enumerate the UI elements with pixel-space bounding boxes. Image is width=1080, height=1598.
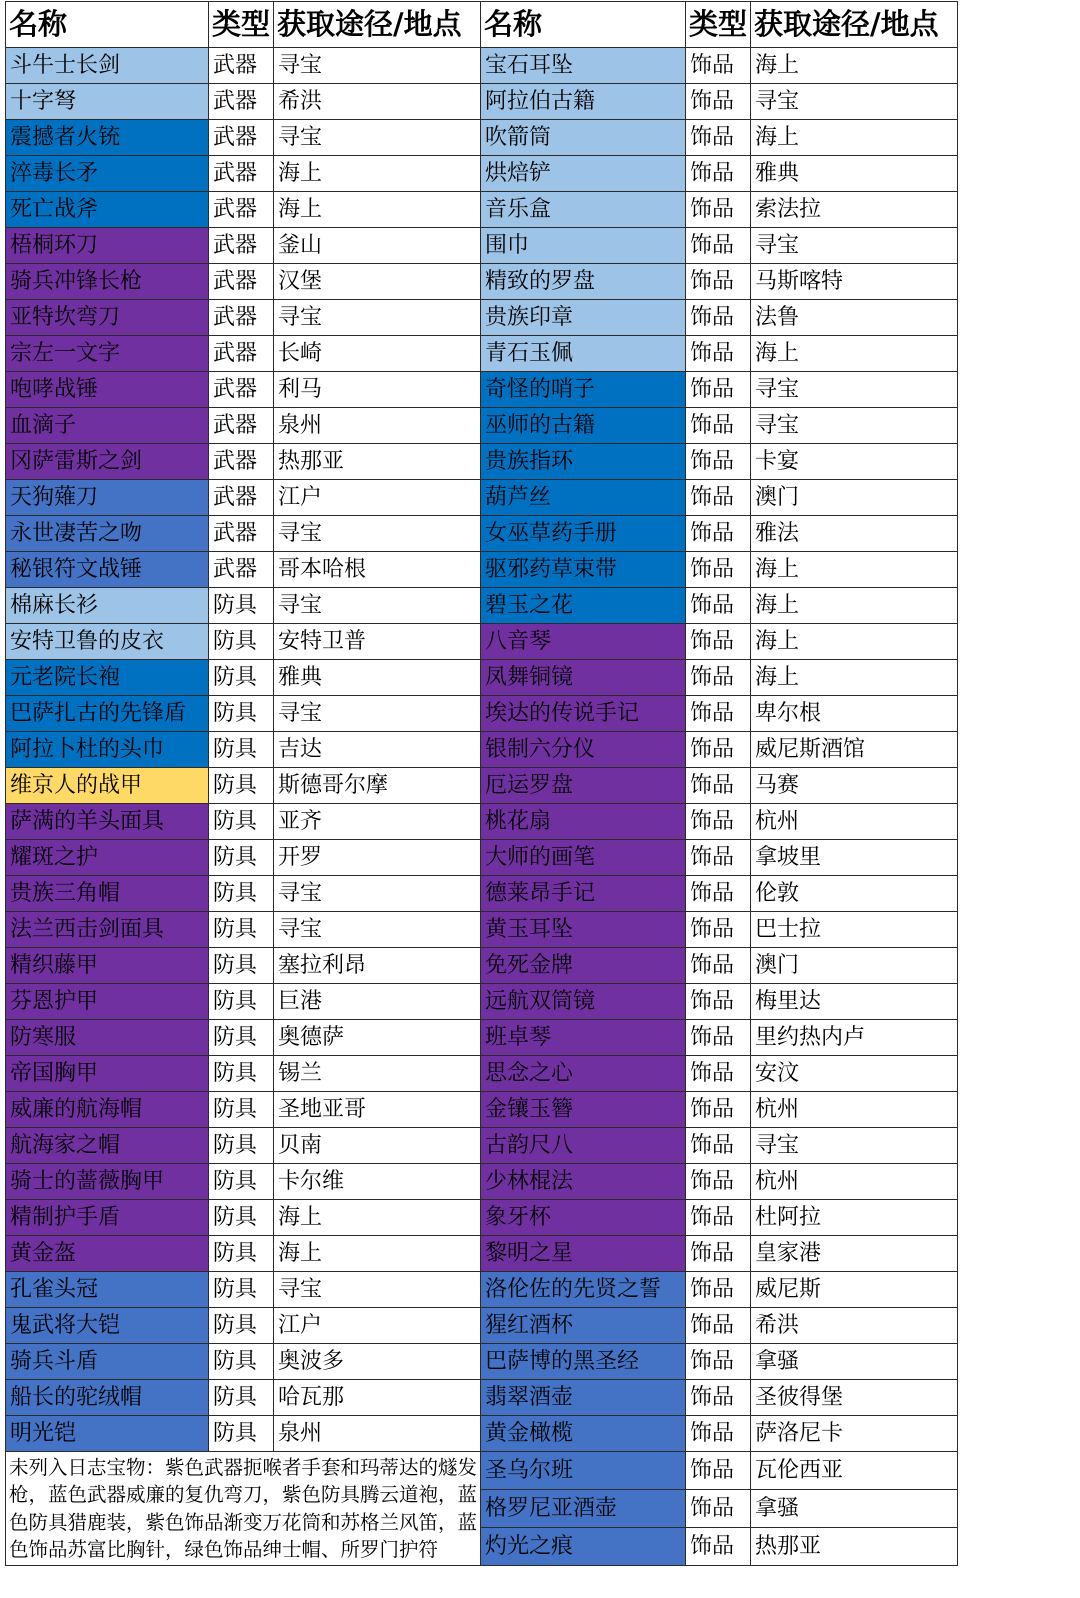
item-name-cell: 德莱昂手记 bbox=[481, 876, 686, 912]
table-row bbox=[6, 1056, 958, 1092]
item-type-cell: 饰品 bbox=[686, 300, 751, 336]
item-source-cell: 斯德哥尔摩 bbox=[274, 768, 481, 804]
item-name-cell: 古韵尺八 bbox=[481, 1128, 686, 1164]
table-row bbox=[6, 516, 958, 552]
item-source-cell: 索法拉 bbox=[751, 192, 958, 228]
item-source-cell: 威尼斯酒馆 bbox=[751, 732, 958, 768]
item-name-cell: 梧桐环刀 bbox=[6, 228, 209, 264]
item-source-cell: 开罗 bbox=[274, 840, 481, 876]
item-type-cell: 饰品 bbox=[686, 804, 751, 840]
item-source-cell: 海上 bbox=[274, 1200, 481, 1236]
item-name-cell: 黎明之星 bbox=[481, 1236, 686, 1272]
item-source-cell: 亚齐 bbox=[274, 804, 481, 840]
item-type-cell: 饰品 bbox=[686, 1236, 751, 1272]
item-type-cell: 武器 bbox=[209, 84, 274, 120]
item-source-cell: 萨洛尼卡 bbox=[751, 1416, 958, 1452]
item-name-cell: 骑士的蔷薇胸甲 bbox=[6, 1164, 209, 1200]
item-name-cell: 巴萨博的黑圣经 bbox=[481, 1344, 686, 1380]
item-name-cell: 巫师的古籍 bbox=[481, 408, 686, 444]
item-source-cell: 海上 bbox=[751, 336, 958, 372]
table-row bbox=[6, 984, 958, 1020]
item-name-cell: 葫芦丝 bbox=[481, 480, 686, 516]
table-row bbox=[6, 1272, 958, 1308]
item-type-cell: 防具 bbox=[209, 1416, 274, 1452]
item-name-cell: 萨满的羊头面具 bbox=[6, 804, 209, 840]
item-type-cell: 防具 bbox=[209, 876, 274, 912]
item-source-cell: 梅里达 bbox=[751, 984, 958, 1020]
item-source-cell: 汉堡 bbox=[274, 264, 481, 300]
item-name-cell: 黄玉耳坠 bbox=[481, 912, 686, 948]
item-name-cell: 棉麻长衫 bbox=[6, 588, 209, 624]
table-row bbox=[6, 660, 958, 696]
item-source-cell: 哥本哈根 bbox=[274, 552, 481, 588]
item-source-cell: 杭州 bbox=[751, 1092, 958, 1128]
item-type-cell: 防具 bbox=[209, 1272, 274, 1308]
item-type-cell: 防具 bbox=[209, 1308, 274, 1344]
item-name-cell: 免死金牌 bbox=[481, 948, 686, 984]
item-source-cell: 寻宝 bbox=[751, 228, 958, 264]
item-type-cell: 防具 bbox=[209, 1128, 274, 1164]
table-row bbox=[6, 948, 958, 984]
item-source-cell: 皇家港 bbox=[751, 1236, 958, 1272]
item-source-cell: 安特卫普 bbox=[274, 624, 481, 660]
header-type: 类型 bbox=[209, 2, 274, 48]
item-source-cell: 寻宝 bbox=[274, 696, 481, 732]
item-type-cell: 武器 bbox=[209, 552, 274, 588]
item-source-cell: 法鲁 bbox=[751, 300, 958, 336]
item-type-cell: 饰品 bbox=[686, 732, 751, 768]
item-type-cell: 饰品 bbox=[686, 1416, 751, 1452]
item-name-cell: 精制护手盾 bbox=[6, 1200, 209, 1236]
table-row bbox=[6, 1164, 958, 1200]
item-type-cell: 饰品 bbox=[686, 876, 751, 912]
item-name-cell: 音乐盒 bbox=[481, 192, 686, 228]
item-name-cell: 元老院长袍 bbox=[6, 660, 209, 696]
table-row bbox=[6, 120, 958, 156]
item-name-cell: 象牙杯 bbox=[481, 1200, 686, 1236]
item-name-cell: 贵族印章 bbox=[481, 300, 686, 336]
item-type-cell: 饰品 bbox=[686, 1092, 751, 1128]
item-source-cell: 海上 bbox=[751, 552, 958, 588]
item-source-cell: 杭州 bbox=[751, 804, 958, 840]
item-source-cell: 拿坡里 bbox=[751, 840, 958, 876]
item-source-cell: 寻宝 bbox=[274, 912, 481, 948]
item-type-cell: 饰品 bbox=[686, 696, 751, 732]
item-source-cell: 海上 bbox=[751, 660, 958, 696]
item-source-cell: 雅法 bbox=[751, 516, 958, 552]
table-row bbox=[6, 444, 958, 480]
item-type-cell: 饰品 bbox=[686, 156, 751, 192]
item-type-cell: 武器 bbox=[209, 444, 274, 480]
item-type-cell: 防具 bbox=[209, 732, 274, 768]
item-name-cell: 秘银符文战锤 bbox=[6, 552, 209, 588]
item-name-cell: 帝国胸甲 bbox=[6, 1056, 209, 1092]
item-name-cell: 阿拉伯古籍 bbox=[481, 84, 686, 120]
item-name-cell: 芬恩护甲 bbox=[6, 984, 209, 1020]
item-source-cell: 巴士拉 bbox=[751, 912, 958, 948]
table-row bbox=[6, 1200, 958, 1236]
item-source-cell: 瓦伦西亚 bbox=[751, 1452, 958, 1490]
item-type-cell: 饰品 bbox=[686, 1128, 751, 1164]
item-name-cell: 精织藤甲 bbox=[6, 948, 209, 984]
item-name-cell: 防寒服 bbox=[6, 1020, 209, 1056]
item-type-cell: 饰品 bbox=[686, 84, 751, 120]
item-source-cell: 海上 bbox=[751, 120, 958, 156]
item-source-cell: 澳门 bbox=[751, 948, 958, 984]
item-type-cell: 饰品 bbox=[686, 192, 751, 228]
item-source-cell: 雅典 bbox=[274, 660, 481, 696]
item-source-cell: 海上 bbox=[751, 48, 958, 84]
item-source-cell: 热那亚 bbox=[274, 444, 481, 480]
item-type-cell: 饰品 bbox=[686, 1344, 751, 1380]
item-source-cell: 杭州 bbox=[751, 1164, 958, 1200]
item-source-cell: 马赛 bbox=[751, 768, 958, 804]
item-name-cell: 震撼者火铳 bbox=[6, 120, 209, 156]
table-row bbox=[6, 804, 958, 840]
item-name-cell: 翡翠酒壶 bbox=[481, 1380, 686, 1416]
item-source-cell: 长崎 bbox=[274, 336, 481, 372]
item-type-cell: 武器 bbox=[209, 228, 274, 264]
item-name-cell: 船长的驼绒帽 bbox=[6, 1380, 209, 1416]
header-name: 名称 bbox=[481, 2, 686, 48]
item-type-cell: 饰品 bbox=[686, 408, 751, 444]
table-row bbox=[6, 876, 958, 912]
item-type-cell: 武器 bbox=[209, 480, 274, 516]
item-type-cell: 饰品 bbox=[686, 120, 751, 156]
item-source-cell: 寻宝 bbox=[751, 84, 958, 120]
table-row bbox=[6, 228, 958, 264]
item-source-cell: 伦敦 bbox=[751, 876, 958, 912]
item-type-cell: 饰品 bbox=[686, 228, 751, 264]
item-name-cell: 青石玉佩 bbox=[481, 336, 686, 372]
table-row bbox=[6, 156, 958, 192]
item-type-cell: 饰品 bbox=[686, 1272, 751, 1308]
item-name-cell: 耀斑之护 bbox=[6, 840, 209, 876]
item-source-cell: 塞拉利昂 bbox=[274, 948, 481, 984]
item-type-cell: 饰品 bbox=[686, 516, 751, 552]
item-type-cell: 饰品 bbox=[686, 444, 751, 480]
item-source-cell: 贝南 bbox=[274, 1128, 481, 1164]
item-source-cell: 拿骚 bbox=[751, 1490, 958, 1528]
table-row bbox=[6, 1416, 958, 1452]
item-type-cell: 饰品 bbox=[686, 1200, 751, 1236]
table-row bbox=[6, 588, 958, 624]
item-type-cell: 饰品 bbox=[686, 336, 751, 372]
item-name-cell: 精致的罗盘 bbox=[481, 264, 686, 300]
item-name-cell: 碧玉之花 bbox=[481, 588, 686, 624]
item-source-cell: 锡兰 bbox=[274, 1056, 481, 1092]
item-source-cell: 利马 bbox=[274, 372, 481, 408]
item-name-cell: 奇怪的哨子 bbox=[481, 372, 686, 408]
item-name-cell: 吹箭筒 bbox=[481, 120, 686, 156]
item-name-cell: 咆哮战锤 bbox=[6, 372, 209, 408]
item-source-cell: 江户 bbox=[274, 480, 481, 516]
item-type-cell: 饰品 bbox=[686, 1380, 751, 1416]
item-type-cell: 饰品 bbox=[686, 480, 751, 516]
table-row bbox=[6, 840, 958, 876]
item-type-cell: 防具 bbox=[209, 696, 274, 732]
item-type-cell: 饰品 bbox=[686, 1452, 751, 1490]
item-source-cell: 热那亚 bbox=[751, 1528, 958, 1566]
item-type-cell: 武器 bbox=[209, 264, 274, 300]
item-name-cell: 十字弩 bbox=[6, 84, 209, 120]
item-source-cell: 寻宝 bbox=[751, 408, 958, 444]
table-row bbox=[6, 732, 958, 768]
table-row bbox=[6, 192, 958, 228]
item-type-cell: 饰品 bbox=[686, 912, 751, 948]
item-name-cell: 冈萨雷斯之剑 bbox=[6, 444, 209, 480]
item-source-cell: 寻宝 bbox=[274, 48, 481, 84]
header-name: 名称 bbox=[6, 2, 209, 48]
item-name-cell: 洛伦佐的先贤之誓 bbox=[481, 1272, 686, 1308]
table-row bbox=[6, 1128, 958, 1164]
item-name-cell: 航海家之帽 bbox=[6, 1128, 209, 1164]
item-source-cell: 海上 bbox=[751, 624, 958, 660]
item-name-cell: 厄运罗盘 bbox=[481, 768, 686, 804]
item-name-cell: 黄金盔 bbox=[6, 1236, 209, 1272]
item-name-cell: 猩红酒杯 bbox=[481, 1308, 686, 1344]
item-type-cell: 武器 bbox=[209, 120, 274, 156]
item-type-cell: 防具 bbox=[209, 1056, 274, 1092]
table-row bbox=[6, 48, 958, 84]
item-table bbox=[5, 1, 958, 1566]
item-name-cell: 圣乌尔班 bbox=[481, 1452, 686, 1490]
item-source-cell: 海上 bbox=[274, 1236, 481, 1272]
item-name-cell: 桃花扇 bbox=[481, 804, 686, 840]
item-type-cell: 饰品 bbox=[686, 660, 751, 696]
item-type-cell: 饰品 bbox=[686, 984, 751, 1020]
item-name-cell: 孔雀头冠 bbox=[6, 1272, 209, 1308]
table-row bbox=[6, 1452, 958, 1490]
item-type-cell: 防具 bbox=[209, 660, 274, 696]
table-row bbox=[6, 1236, 958, 1272]
item-type-cell: 防具 bbox=[209, 840, 274, 876]
item-type-cell: 饰品 bbox=[686, 1308, 751, 1344]
item-type-cell: 防具 bbox=[209, 624, 274, 660]
item-source-cell: 泉州 bbox=[274, 408, 481, 444]
table-row bbox=[6, 300, 958, 336]
item-source-cell: 寻宝 bbox=[751, 372, 958, 408]
item-source-cell: 奥波多 bbox=[274, 1344, 481, 1380]
item-type-cell: 饰品 bbox=[686, 948, 751, 984]
table-body bbox=[6, 48, 958, 1566]
item-source-cell: 卑尔根 bbox=[751, 696, 958, 732]
item-source-cell: 希洪 bbox=[274, 84, 481, 120]
table-row bbox=[6, 696, 958, 732]
item-name-cell: 凤舞铜镜 bbox=[481, 660, 686, 696]
item-source-cell: 卡尔维 bbox=[274, 1164, 481, 1200]
item-name-cell: 远航双筒镜 bbox=[481, 984, 686, 1020]
item-type-cell: 武器 bbox=[209, 48, 274, 84]
item-name-cell: 班卓琴 bbox=[481, 1020, 686, 1056]
item-source-cell: 拿骚 bbox=[751, 1344, 958, 1380]
item-name-cell: 埃达的传说手记 bbox=[481, 696, 686, 732]
item-source-cell: 釜山 bbox=[274, 228, 481, 264]
table-row bbox=[6, 1092, 958, 1128]
item-type-cell: 武器 bbox=[209, 372, 274, 408]
item-name-cell: 阿拉卜杜的头巾 bbox=[6, 732, 209, 768]
item-type-cell: 武器 bbox=[209, 156, 274, 192]
item-type-cell: 饰品 bbox=[686, 552, 751, 588]
item-name-cell: 明光铠 bbox=[6, 1416, 209, 1452]
item-type-cell: 防具 bbox=[209, 804, 274, 840]
item-name-cell: 斗牛士长剑 bbox=[6, 48, 209, 84]
item-source-cell: 马斯喀特 bbox=[751, 264, 958, 300]
item-type-cell: 防具 bbox=[209, 588, 274, 624]
item-name-cell: 巴萨扎古的先锋盾 bbox=[6, 696, 209, 732]
table-row bbox=[6, 264, 958, 300]
item-source-cell: 寻宝 bbox=[274, 300, 481, 336]
item-name-cell: 烘焙铲 bbox=[481, 156, 686, 192]
item-type-cell: 武器 bbox=[209, 192, 274, 228]
item-name-cell: 大师的画笔 bbox=[481, 840, 686, 876]
item-type-cell: 防具 bbox=[209, 1236, 274, 1272]
item-type-cell: 防具 bbox=[209, 1092, 274, 1128]
item-type-cell: 防具 bbox=[209, 912, 274, 948]
table-row bbox=[6, 552, 958, 588]
item-name-cell: 亚特坎弯刀 bbox=[6, 300, 209, 336]
table-row bbox=[6, 1308, 958, 1344]
item-type-cell: 饰品 bbox=[686, 1164, 751, 1200]
table-row bbox=[6, 912, 958, 948]
item-name-cell: 维京人的战甲 bbox=[6, 768, 209, 804]
item-type-cell: 饰品 bbox=[686, 768, 751, 804]
item-source-cell: 寻宝 bbox=[274, 120, 481, 156]
item-type-cell: 防具 bbox=[209, 768, 274, 804]
item-type-cell: 饰品 bbox=[686, 624, 751, 660]
item-type-cell: 防具 bbox=[209, 1020, 274, 1056]
item-type-cell: 防具 bbox=[209, 948, 274, 984]
item-name-cell: 骑兵斗盾 bbox=[6, 1344, 209, 1380]
item-type-cell: 防具 bbox=[209, 984, 274, 1020]
item-name-cell: 宝石耳坠 bbox=[481, 48, 686, 84]
item-name-cell: 少林棍法 bbox=[481, 1164, 686, 1200]
table-row bbox=[6, 480, 958, 516]
item-source-cell: 寻宝 bbox=[274, 588, 481, 624]
header-source: 获取途径/地点 bbox=[751, 2, 958, 48]
item-source-cell: 卡宴 bbox=[751, 444, 958, 480]
table-row bbox=[6, 408, 958, 444]
item-name-cell: 淬毒长矛 bbox=[6, 156, 209, 192]
item-source-cell: 泉州 bbox=[274, 1416, 481, 1452]
item-name-cell: 骑兵冲锋长枪 bbox=[6, 264, 209, 300]
item-source-cell: 巨港 bbox=[274, 984, 481, 1020]
item-source-cell: 海上 bbox=[751, 588, 958, 624]
item-type-cell: 防具 bbox=[209, 1164, 274, 1200]
note-cell: 未列入日志宝物：紫色武器扼喉者手套和玛蒂达的燧发枪，蓝色武器威廉的复仇弯刀，紫色防具腾云道袍，蓝色防具猎鹿装，紫色饰品渐变万花筒和苏格兰风笛，蓝色饰品苏富比胸针，绿色饰品绅士帽、所罗门护符 bbox=[6, 1452, 481, 1566]
item-name-cell: 法兰西击剑面具 bbox=[6, 912, 209, 948]
item-source-cell: 寻宝 bbox=[751, 1128, 958, 1164]
item-type-cell: 饰品 bbox=[686, 48, 751, 84]
item-type-cell: 饰品 bbox=[686, 840, 751, 876]
item-type-cell: 饰品 bbox=[686, 588, 751, 624]
item-name-cell: 金镶玉簪 bbox=[481, 1092, 686, 1128]
item-name-cell: 黄金橄榄 bbox=[481, 1416, 686, 1452]
item-name-cell: 贵族三角帽 bbox=[6, 876, 209, 912]
table-row bbox=[6, 1344, 958, 1380]
item-source-cell: 寻宝 bbox=[274, 516, 481, 552]
table-row bbox=[6, 1020, 958, 1056]
item-name-cell: 女巫草药手册 bbox=[481, 516, 686, 552]
item-type-cell: 武器 bbox=[209, 336, 274, 372]
table-row bbox=[6, 84, 958, 120]
item-type-cell: 饰品 bbox=[686, 1528, 751, 1566]
item-source-cell: 海上 bbox=[274, 156, 481, 192]
item-name-cell: 银制六分仪 bbox=[481, 732, 686, 768]
item-source-cell: 圣地亚哥 bbox=[274, 1092, 481, 1128]
item-name-cell: 威廉的航海帽 bbox=[6, 1092, 209, 1128]
item-name-cell: 永世凄苦之吻 bbox=[6, 516, 209, 552]
item-source-cell: 圣彼得堡 bbox=[751, 1380, 958, 1416]
item-name-cell: 死亡战斧 bbox=[6, 192, 209, 228]
item-type-cell: 饰品 bbox=[686, 1056, 751, 1092]
table-row bbox=[6, 768, 958, 804]
item-name-cell: 驱邪药草束带 bbox=[481, 552, 686, 588]
item-source-cell: 安汶 bbox=[751, 1056, 958, 1092]
item-name-cell: 安特卫鲁的皮衣 bbox=[6, 624, 209, 660]
item-name-cell: 血滴子 bbox=[6, 408, 209, 444]
item-source-cell: 澳门 bbox=[751, 480, 958, 516]
item-type-cell: 饰品 bbox=[686, 264, 751, 300]
item-name-cell: 八音琴 bbox=[481, 624, 686, 660]
item-type-cell: 饰品 bbox=[686, 1490, 751, 1528]
item-name-cell: 天狗薙刀 bbox=[6, 480, 209, 516]
item-type-cell: 防具 bbox=[209, 1200, 274, 1236]
item-type-cell: 饰品 bbox=[686, 1020, 751, 1056]
item-type-cell: 防具 bbox=[209, 1344, 274, 1380]
item-type-cell: 武器 bbox=[209, 516, 274, 552]
item-type-cell: 防具 bbox=[209, 1380, 274, 1416]
item-type-cell: 武器 bbox=[209, 408, 274, 444]
table-row bbox=[6, 1380, 958, 1416]
item-type-cell: 饰品 bbox=[686, 372, 751, 408]
item-name-cell: 灼光之痕 bbox=[481, 1528, 686, 1566]
item-name-cell: 鬼武将大铠 bbox=[6, 1308, 209, 1344]
header-source: 获取途径/地点 bbox=[274, 2, 481, 48]
item-source-cell: 海上 bbox=[274, 192, 481, 228]
item-source-cell: 奥德萨 bbox=[274, 1020, 481, 1056]
item-source-cell: 威尼斯 bbox=[751, 1272, 958, 1308]
item-source-cell: 希洪 bbox=[751, 1308, 958, 1344]
item-type-cell: 武器 bbox=[209, 300, 274, 336]
header-type: 类型 bbox=[686, 2, 751, 48]
table-row bbox=[6, 372, 958, 408]
table-row bbox=[6, 624, 958, 660]
item-name-cell: 格罗尼亚酒壶 bbox=[481, 1490, 686, 1528]
header-row bbox=[6, 2, 958, 48]
item-source-cell: 杜阿拉 bbox=[751, 1200, 958, 1236]
item-source-cell: 雅典 bbox=[751, 156, 958, 192]
item-name-cell: 宗左一文字 bbox=[6, 336, 209, 372]
item-source-cell: 寻宝 bbox=[274, 1272, 481, 1308]
item-name-cell: 围巾 bbox=[481, 228, 686, 264]
item-name-cell: 贵族指环 bbox=[481, 444, 686, 480]
item-source-cell: 江户 bbox=[274, 1308, 481, 1344]
item-source-cell: 里约热内卢 bbox=[751, 1020, 958, 1056]
item-name-cell: 思念之心 bbox=[481, 1056, 686, 1092]
table-row bbox=[6, 336, 958, 372]
item-source-cell: 寻宝 bbox=[274, 876, 481, 912]
item-source-cell: 哈瓦那 bbox=[274, 1380, 481, 1416]
item-source-cell: 吉达 bbox=[274, 732, 481, 768]
